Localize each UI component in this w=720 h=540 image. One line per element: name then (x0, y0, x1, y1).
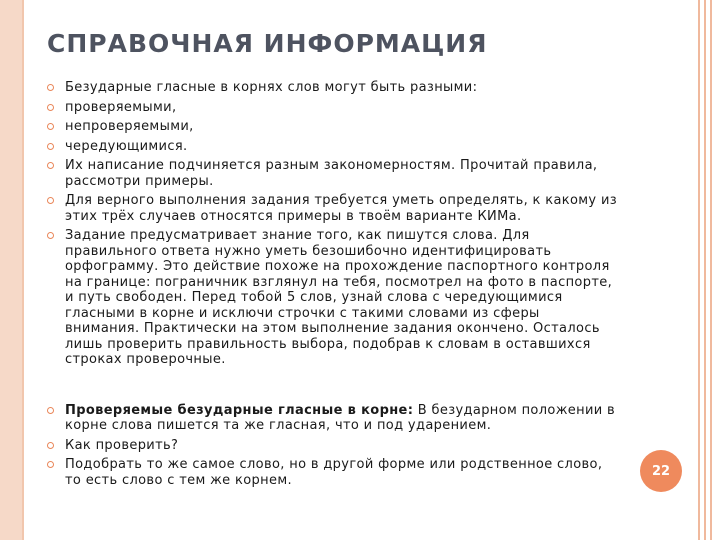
item-text: непроверяемыми, (65, 119, 194, 134)
right-frame-line (710, 0, 712, 540)
bullet-icon (47, 84, 54, 91)
right-frame-line (698, 0, 700, 540)
bullet-icon (47, 407, 54, 414)
item-text: В безударном положении в корне слова пишется та же гласная, что и под ударением. (65, 402, 616, 433)
list-item (47, 100, 617, 116)
item-text: чередующимися. (65, 138, 188, 154)
left-frame-band (0, 0, 22, 540)
bullet-icon (47, 123, 54, 130)
list-item (47, 119, 617, 135)
item-text: Для верного выполнения задания требуется уметь определять, к какому из этих трёх случаев относятся примеры в твоём варианте КИМа. (65, 193, 618, 224)
bullet-icon (47, 143, 54, 150)
list-item (47, 193, 617, 224)
bullet-icon (47, 232, 54, 239)
list-item (47, 158, 617, 189)
right-frame-band (698, 0, 720, 540)
list-item (47, 403, 617, 434)
slide-title: СПРАВОЧНАЯ ИНФОРМАЦИЯ (47, 29, 488, 58)
list-item (47, 457, 617, 488)
bullet-icon (47, 442, 54, 449)
list-item (47, 139, 617, 155)
item-text: Их написание подчиняется разным закономерностям. Прочитай правила, рассмотри примеры. (65, 158, 598, 189)
item-text: Задание предусматривает знание того, как пишутся слова. Для правильного ответа нужно уметь безошибочно идентифицировать орфограмму. Это действие похоже на прохождение паспортного контроля на границе: пограничник взглянул на тебя, посмотрел на фото в паспорте, и путь свободен. Перед тобой 5 слов, узнай слова с чередующимися гласными в корне и исключи строчки с такими словами из сферы внимания. Практически на этом выполнение задания окончено. Осталось лишь проверить правильность выбора, подобрав к словам в оставшихся строках проверочные. (65, 228, 613, 367)
item-text: Подобрать то же самое слово, но в другой форме или родственное слово, то есть слово с тем же корнем. (65, 457, 603, 488)
bullet-list (47, 80, 617, 492)
right-frame-line (704, 0, 706, 540)
bullet-icon (47, 197, 54, 204)
page-number-badge: 22 (640, 450, 682, 492)
item-text: проверяемыми, (65, 99, 177, 115)
bullet-icon (47, 162, 54, 169)
rule-heading: Проверяемые безударные гласные в корне: (65, 402, 414, 418)
bullet-icon (47, 104, 54, 111)
list-item (47, 228, 617, 368)
bullet-icon (47, 461, 54, 468)
item-text: Безударные гласные в корнях слов могут быть разными: (65, 80, 478, 95)
list-item (47, 438, 617, 454)
list-item (47, 80, 617, 96)
item-text: Как проверить? (65, 437, 179, 453)
left-frame-line (22, 0, 24, 540)
